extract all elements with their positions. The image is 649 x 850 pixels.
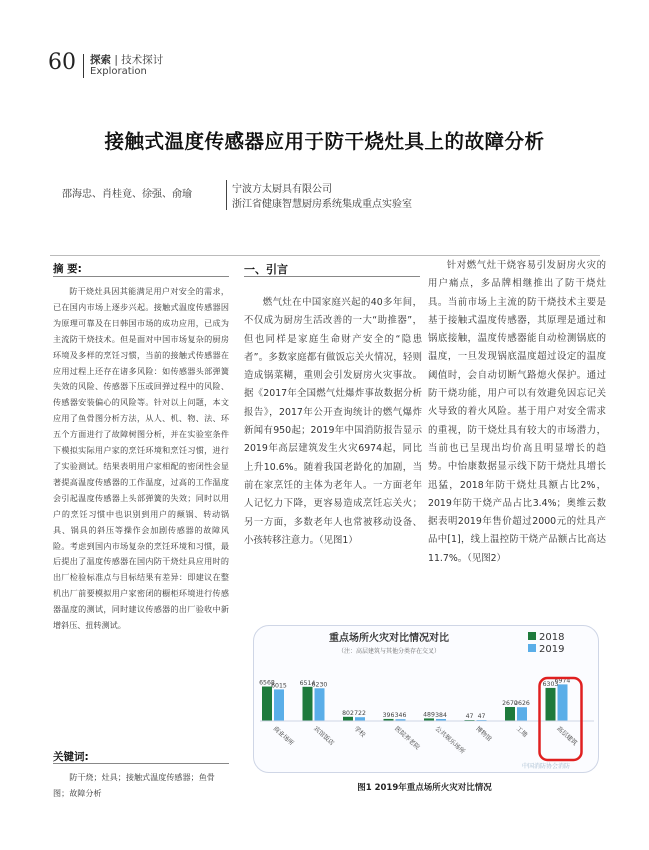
bar-2019-0 bbox=[274, 689, 284, 721]
bar-2018-1 bbox=[303, 687, 313, 721]
header-subsection-label: 技术探讨 bbox=[121, 54, 164, 66]
affiliation-2: 浙江省健康智慧厨房系统集成重点实验室 bbox=[232, 199, 412, 210]
authors: 邵海忠、肖桂竟、徐强、俞瑜 bbox=[62, 189, 192, 200]
keywords-heading: 关键词: bbox=[53, 751, 89, 763]
value-label-2019-7: 6974 bbox=[554, 677, 571, 685]
section-heading: 一、引言 bbox=[244, 263, 288, 276]
bar-2019-7 bbox=[558, 684, 568, 721]
affiliation-divider bbox=[226, 180, 227, 210]
category-label-1: 宾馆饭店 bbox=[312, 725, 336, 748]
article-title: 接触式温度传感器应用于防干烧灶具上的故障分析 bbox=[104, 130, 545, 153]
top-rule bbox=[50, 255, 600, 256]
value-label-2019-3: 346 bbox=[394, 712, 407, 720]
category-label-6: 工地 bbox=[514, 725, 529, 739]
value-label-2019-0: 6015 bbox=[271, 682, 287, 690]
category-label-7: 高层建筑 bbox=[555, 725, 579, 748]
chart-category-labels bbox=[272, 725, 579, 756]
legend-swatch-2019 bbox=[528, 644, 536, 652]
bar-2019-1 bbox=[315, 688, 325, 721]
figure-watermark: 中国消防协会消防 bbox=[521, 763, 571, 770]
value-label-2019-5: 47 bbox=[477, 713, 486, 720]
value-label-2018-4: 489 bbox=[423, 711, 435, 719]
header-section bbox=[90, 52, 163, 67]
section-underline bbox=[244, 276, 420, 277]
bar-2019-6 bbox=[517, 707, 527, 721]
bar-2018-6 bbox=[505, 707, 515, 721]
bar-chart bbox=[254, 626, 599, 773]
chart-legend bbox=[528, 632, 564, 655]
value-label-2018-3: 396 bbox=[382, 711, 395, 719]
figure-1 bbox=[253, 625, 599, 773]
legend-swatch-2018 bbox=[528, 632, 536, 640]
header-section-label: 探索 bbox=[90, 54, 111, 66]
category-label-3: 医院养老院 bbox=[393, 725, 421, 752]
page-header bbox=[48, 50, 608, 80]
category-label-4: 公共娱乐场所 bbox=[433, 725, 466, 756]
value-label-2018-2: 802 bbox=[342, 709, 354, 717]
category-label-0: 商业场所 bbox=[271, 725, 295, 748]
value-label-2019-2: 722 bbox=[354, 710, 366, 718]
header-divider bbox=[83, 54, 84, 78]
body-column-3: 针对燃气灶干烧容易引发厨房火灾的用户痛点，多品牌相继推出了防干烧灶具。当前市场上主流的防干烧技术主要是基于接触式温度传感器，其原理是通过和锅底接触，温度传感器能自动检测锅底的温度，一旦发现锅底温度超过设定的温度阈值时，会自动切断气路熄火保护。通过防干烧功能，用户可以有效避免因忘记关火导致的着火风险。基于用户对安全需求的重视，防干烧灶具有较大的市场潜力，当前也已呈现出均价高且明显增长的趋势。中怡康数据显示线下防干烧灶具增长迅猛，2018年防干烧灶具额占比2%，2019年防干烧产品占比3.4%；奥维云数据表明2019年售价超过2000元的灶具产品中[1]，线上温控防干烧产品额占比高达11.7%。（见图2） bbox=[428, 260, 606, 564]
header-separator: | bbox=[114, 54, 118, 66]
legend-label-2018: 2018 bbox=[539, 632, 565, 643]
legend-label-2019: 2019 bbox=[539, 644, 565, 655]
value-label-2018-0: 6568 bbox=[259, 679, 275, 687]
value-label-2018-7: 6303 bbox=[542, 680, 559, 688]
bar-2018-2 bbox=[343, 717, 353, 721]
affiliation-1: 宁波方太厨具有限公司 bbox=[232, 184, 332, 195]
bar-2018-0 bbox=[262, 687, 272, 721]
value-label-2019-6: 2626 bbox=[514, 700, 530, 708]
keywords-text: 防干烧；灶具；接触式温度传感器；鱼骨图；故障分析 bbox=[53, 772, 215, 798]
value-label-2018-6: 2670 bbox=[502, 699, 518, 707]
abstract-underline bbox=[53, 276, 229, 277]
category-label-2: 学校 bbox=[352, 725, 367, 739]
page-number: 60 bbox=[48, 50, 76, 75]
value-label-2019-1: 6230 bbox=[311, 681, 328, 689]
value-label-2019-4: 384 bbox=[435, 711, 447, 719]
category-label-5: 博物馆 bbox=[474, 725, 493, 743]
header-section-en: Exploration bbox=[90, 66, 147, 77]
chart-subtitle: （注：高层建筑与其他分类存在交叉） bbox=[337, 648, 441, 655]
abstract-text: 防干烧灶具因其能满足用户对安全的需求，已在国内市场上逐步兴起。接触式温度传感器因为原理可靠及在日韩国市场的成功应用，已成为主流防干烧技术。但是面对中国市场复杂的厨房环境及多样的烹饪习惯，当前的接触式传感器在应用过程上还存在诸多风险：如传感器头部弹簧失效的风险、传感器下压或回弹过程中的风险、传感器安装偏心的风险等。针对以上问题，本文应用了鱼骨图分析方法，从人、机、物、法、环五个方面进行了故障树图分析，并在实验室条件下模拟实际用户家的烹饪环境和烹饪习惯，进行了实验测试。结果表明用户家相配的密闭性会显著提高温度传感器的工作温度，过高的工作温度会引起温度传感器上头部弹簧的失效；同时以用户的烹饪习惯中也识别到用户的颠锅、转动锅具、锅具的斜压等操作会加剧传感器的故障风险。考虑到国内市场复杂的烹饪环境和习惯，最后提出了温度传感器在国内防干烧灶具应用时的出厂检验标准点与目标结果有差异：即建议在整机出厂前要模拟用户家密闭的橱柜环境进行传感器温度的测试，同时建议传感器的出厂验收中新增斜压、扭转测试。 bbox=[53, 286, 229, 631]
chart-title: 重点场所火灾对比情况对比 bbox=[329, 633, 449, 644]
keywords-underline bbox=[53, 763, 229, 764]
value-label-2018-1: 6514 bbox=[299, 679, 316, 687]
bar-2019-2 bbox=[355, 717, 365, 721]
value-label-2018-5: 47 bbox=[465, 713, 474, 720]
abstract-heading: 摘 要: bbox=[53, 263, 82, 275]
bar-2018-7 bbox=[546, 688, 556, 721]
body-column-2: 燃气灶在中国家庭兴起的40多年间，不仅成为厨房生活改善的一大“助推器”，但也同样是家庭生命财产安全的“隐患者”。多数家庭都有做饭忘关火情况，轻则造成锅菜糊，重则会引发厨房火灾事故。据《2017年全国燃气灶爆炸事故数据分析报告》，2017年公开查询统计的燃气爆炸新闻有950起；2019年中国消防报告显示2019年高层建筑发生火灾6974起，同比上升10.6%。随着我国老龄化的加剧，当前在家烹饪的主体为老年人。一方面老年人记忆力下降，更容易造成烹饪忘关火；另一方面，多数老年人也常被移动设备、小孩转移注意力。（见图1） bbox=[244, 297, 422, 546]
figure-caption: 图1 2019年重点场所火灾对比情况 bbox=[357, 783, 492, 793]
